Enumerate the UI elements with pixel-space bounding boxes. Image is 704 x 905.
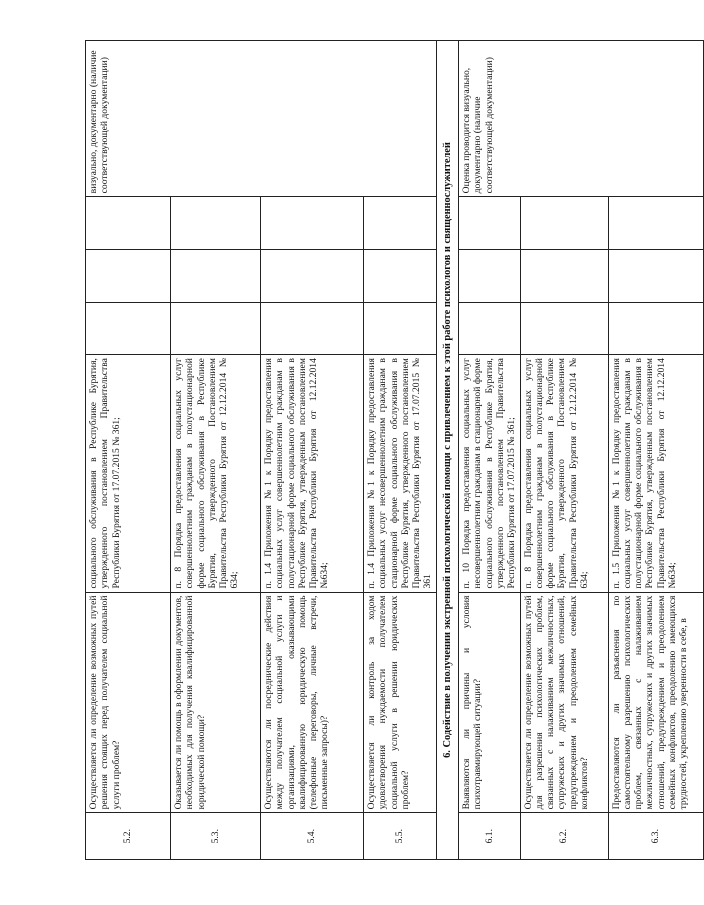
- answer-yes-cell: [364, 302, 437, 355]
- section-6-title: 6. Содействие в получении экстренной психологической помощи с привлечением к этой работе психологов и священнослужителей: [436, 41, 458, 860]
- row-legal-basis: п. 1.4 Приложения №1 к Порядку предоставления социальных услуг несовершеннолетним гражданам в стационарной форме социального обслуживания в Республике Бурятия, утвержденного постановлением Правительства Республики Бурятия от 17.07.2015 № 361: [364, 355, 437, 592]
- row-question: Осуществляется ли определение возможных путей для разрешения психологических проблем, связанных с налаживанием межличностных, супружеских и других значимых отношений, предупреждением и преодолением семейных конфликтов?: [520, 592, 608, 813]
- answer-yes-cell: [261, 302, 364, 355]
- row-legal-basis: п. 8 Порядка предоставления социальных услуг совершеннолетним гражданам в полустационарной форме социального обслуживания в Республике Бурятия, утвержденного Постановлением Правительства Республики Бурятия от 12.12.2014 № 634;: [171, 355, 261, 592]
- row-legal-basis: п. 10 Порядка предоставления социальных услуг несовершеннолетним гражданам в стационарной форме социального обслуживания в Республике Бурятия, утвержденного постановлением Правительства Республики Бурятия от 17.07.2015 № 361;: [459, 355, 520, 592]
- answer-yes-cell: [520, 302, 608, 355]
- answer-yes-cell: [86, 302, 171, 355]
- assessment-method-note: Оценка проводится визуально, документарно (наличие соответствующей документации): [459, 41, 703, 197]
- table-row: [86, 41, 171, 860]
- table-row: [459, 41, 520, 860]
- answer-no-cell: [86, 249, 171, 302]
- row-legal-basis: п. 1.4 Приложения №1 к Порядку предоставления социальных услуг совершеннолетним гражданам в полустационарной форме социального обслуживания в Республике Бурятия, утвержденным постановлением Правительства Республики Бурятия от 12.12.2014 №634;: [261, 355, 364, 592]
- answer-na-cell: [459, 197, 520, 250]
- row-question: Предоставляются ли разъяснения по самостоятельному разрешению психологических проблем, связанных с налаживанием межличностных, супружеских и других значимых отношений, предупреждением и преодолением семейных конфликтов, преодолению имеющихся трудностей, укреплению уверенности в себе, в: [608, 592, 703, 813]
- answer-na-cell: [86, 197, 171, 250]
- answer-no-cell: [459, 249, 520, 302]
- row-question: Осуществляется ли определение возможных путей решения стоящих перед получателем социальной услуги проблем?: [86, 592, 171, 813]
- answer-yes-cell: [459, 302, 520, 355]
- row-number: 6.3.: [608, 813, 703, 860]
- answer-no-cell: [171, 249, 261, 302]
- row-question: Осуществляются ли посреднические действия между получателем социальной услуги и организациями, оказывающими квалифицированную юридическую помощь (телефонные переговоры, личные встречи, письменные запросы)?: [261, 592, 364, 813]
- row-question: Оказывается ли помощь в оформлении документов, необходимых для получения квалифицированной юридической помощи?: [171, 592, 261, 813]
- row-legal-basis: п. 1.5 Приложения №1 к Порядку предоставления социальных услуг совершеннолетним гражданам в полустационарной форме социального обслуживания в Республике Бурятия, утвержденным постановлением Правительства Республики Бурятия от 12.12.2014 №634;: [608, 355, 703, 592]
- answer-yes-cell: [608, 302, 703, 355]
- row-number: 6.2.: [520, 813, 608, 860]
- row-legal-basis: социального обслуживания в Республике Бурятия, утвержденного постановлением Правительства Республики Бурятия от 17.07.2015 № 361;: [86, 355, 171, 592]
- answer-no-cell: [608, 249, 703, 302]
- checklist-table: [85, 40, 704, 860]
- answer-na-cell: [608, 197, 703, 250]
- answer-na-cell: [261, 197, 364, 250]
- answer-yes-cell: [171, 302, 261, 355]
- answer-no-cell: [261, 249, 364, 302]
- answer-no-cell: [364, 249, 437, 302]
- answer-na-cell: [171, 197, 261, 250]
- row-number: 5.3.: [171, 813, 261, 860]
- row-number: 5.2.: [86, 813, 171, 860]
- row-question: Осуществляется ли контроль за ходом удовлетворения нуждаемости получателем социальной услуги в решении юридических проблем?: [364, 592, 437, 813]
- answer-no-cell: [520, 249, 608, 302]
- rotated-table-container: [85, 40, 690, 860]
- answer-na-cell: [520, 197, 608, 250]
- section-header-row: [436, 41, 458, 860]
- answer-na-cell: [364, 197, 437, 250]
- row-question: Выявляются ли причины и условия психотравмирующей ситуации?: [459, 592, 520, 813]
- row-number: 5.5.: [364, 813, 437, 860]
- row-number: 6.1.: [459, 813, 520, 860]
- row-legal-basis: п. 8 Порядка предоставления социальных услуг совершеннолетним гражданам в полустационарной форме социального обслуживания в Республике Бурятия, утвержденного Постановлением Правительства Республики Бурятия от 12.12.2014 № 634;: [520, 355, 608, 592]
- assessment-method-note: визуально, документарно (наличие соответствующей документации): [86, 41, 437, 197]
- row-number: 5.4.: [261, 813, 364, 860]
